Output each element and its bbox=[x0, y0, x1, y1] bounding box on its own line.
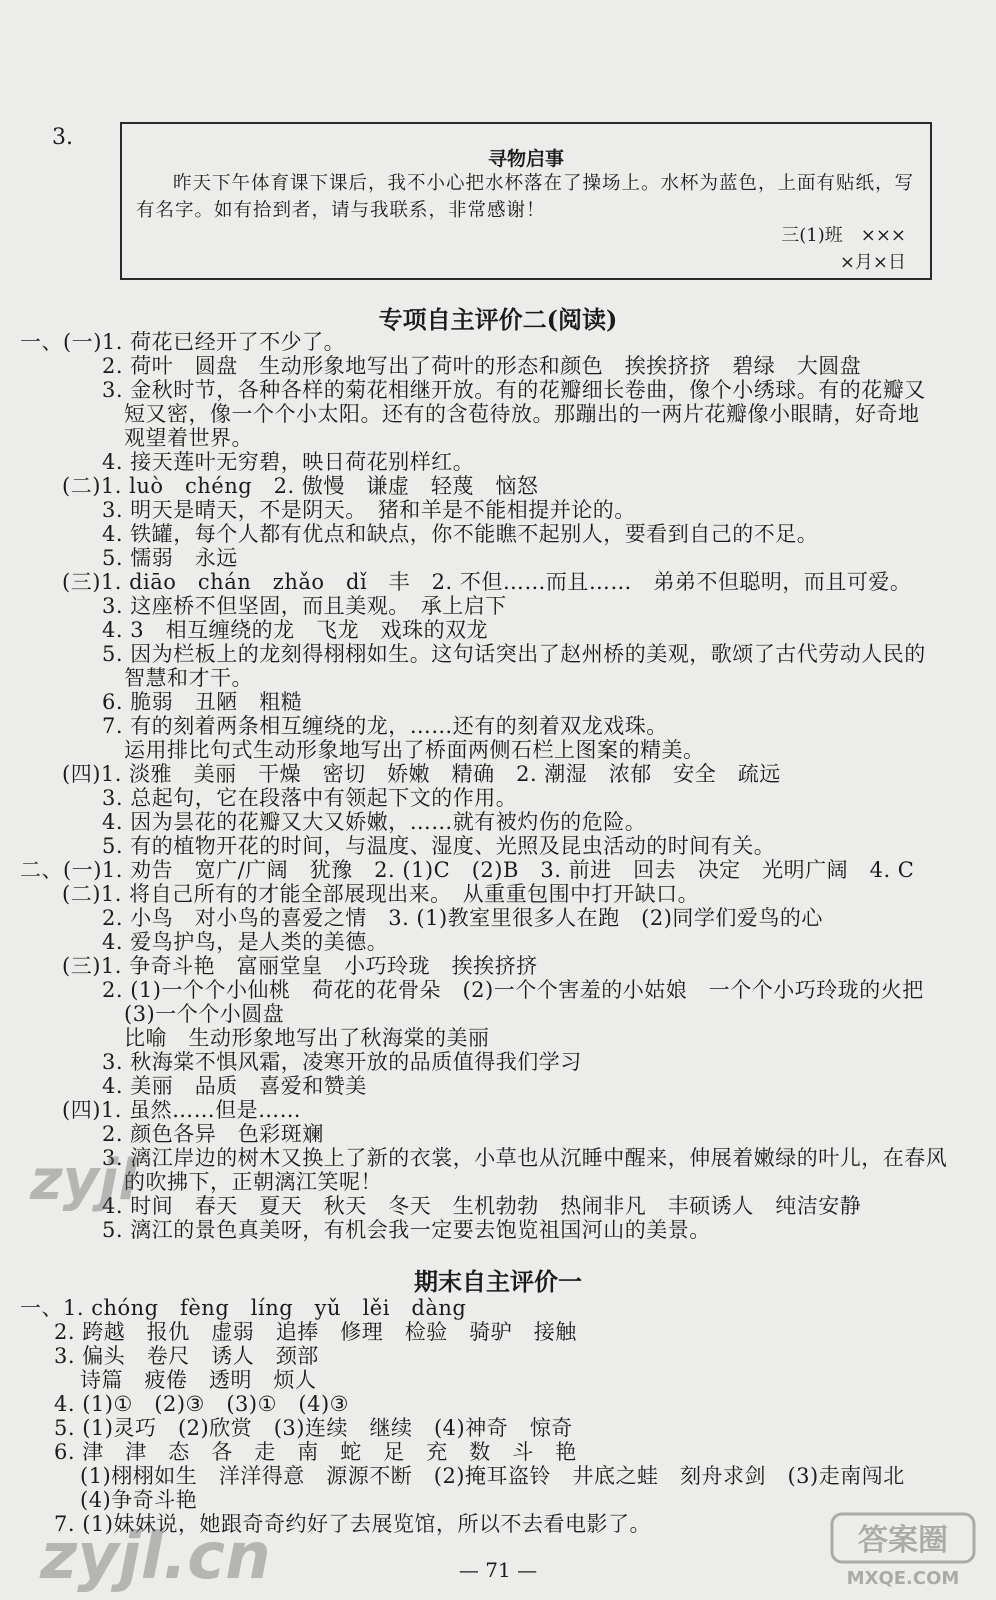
answer-line: (三)1. 争奇斗艳 富丽堂皇 小巧玲珑 挨挨挤挤 bbox=[62, 954, 538, 978]
notice-signer: 三(1)班 ××× bbox=[781, 225, 906, 246]
answer-line: (二)1. 将自己所有的才能全部展现出来。 从重重包围中打开缺口。 bbox=[62, 882, 700, 906]
answer-line: 2. 荷叶 圆盘 生动形象地写出了荷叶的形态和颜色 挨挨挤挤 碧绿 大圆盘 bbox=[102, 354, 862, 378]
answer-line: 4. (1)① (2)③ (3)① (4)③ bbox=[54, 1392, 350, 1416]
notice-date: ×月×日 bbox=[839, 252, 906, 273]
answer-line: 3. 金秋时节，各种各样的菊花相继开放。有的花瓣细长卷曲，像个小绣球。有的花瓣又 bbox=[102, 378, 926, 402]
answer-line: 运用排比句式生动形象地写出了桥面两侧石栏上图案的精美。 bbox=[124, 738, 705, 762]
answer-line: 5. 因为栏板上的龙刻得栩栩如生。这句话突出了赵州桥的美观，歌颂了古代劳动人民的 bbox=[102, 642, 926, 666]
answer-line: (四)1. 虽然……但是…… bbox=[62, 1098, 302, 1122]
answer-line: (二)1. luò chéng 2. 傲慢 谦虚 轻蔑 恼怒 bbox=[62, 474, 539, 498]
watermark-logo-text: 答案圈 bbox=[858, 1523, 948, 1558]
notice-title: 寻物启事 bbox=[487, 148, 564, 170]
answer-line: 一、(一)1. 荷花已经开了不少了。 bbox=[20, 330, 346, 354]
answer-line: 智慧和才干。 bbox=[124, 666, 253, 690]
answer-line: 4. 时间 春天 夏天 秋天 冬天 生机勃勃 热闹非凡 丰硕诱人 纯洁安静 bbox=[102, 1194, 862, 1218]
answer-line: 一、1. chóng fèng líng yǔ lěi dàng bbox=[20, 1296, 467, 1320]
watermark-text: zyjl.cn bbox=[40, 1520, 271, 1594]
answer-line: (四)1. 淡雅 美丽 干燥 密切 娇嫩 精确 2. 潮湿 浓郁 安全 疏远 bbox=[62, 762, 781, 786]
answer-line: (3)一个个小圆盘 bbox=[124, 1002, 285, 1026]
answer-line: (4)争奇斗艳 bbox=[80, 1488, 198, 1512]
answer-line: 5. (1)灵巧 (2)欣赏 (3)连续 继续 (4)神奇 惊奇 bbox=[54, 1416, 573, 1440]
answer-line: 的吹拂下，正朝漓江笑呢！ bbox=[124, 1170, 382, 1194]
answer-line: 4. 爱鸟护鸟，是人类的美德。 bbox=[102, 930, 389, 954]
answer-line: 2. 跨越 报仇 虚弱 追捧 修理 检验 骑驴 接触 bbox=[54, 1320, 577, 1344]
answer-line: 3. 偏头 卷尺 诱人 颈部 bbox=[54, 1344, 319, 1368]
page-number: — 71 — bbox=[458, 1558, 538, 1582]
lost-item-notice-box bbox=[120, 122, 932, 280]
answer-line: (1)栩栩如生 洋洋得意 源源不断 (2)掩耳盗铃 井底之蛙 刻舟求剑 (3)走南闯北 bbox=[80, 1464, 905, 1488]
answer-line: 5. 漓江的景色真美呀，有机会我一定要去饱览祖国河山的美景。 bbox=[102, 1218, 711, 1242]
answer-line: 观望着世界。 bbox=[124, 426, 253, 450]
answer-line: (三)1. diāo chán zhǎo dǐ 丰 2. 不但……而且…… 弟弟不但聪明，而且可爱。 bbox=[62, 570, 912, 594]
answer-line: 短又密，像一个个小太阳。还有的含苞待放。那蹦出的一两片花瓣像小眼睛，好奇地 bbox=[124, 402, 920, 426]
answer-line: 诗篇 疲倦 透明 烦人 bbox=[80, 1368, 317, 1392]
notice-signature bbox=[781, 222, 906, 276]
answer-line: 6. 津 津 态 各 走 南 蛇 足 充 数 斗 艳 bbox=[54, 1440, 577, 1464]
watermark-logo-icon bbox=[828, 1512, 978, 1592]
answer-line: 7. (1)妹妹说，她跟奇奇约好了去展览馆，所以不去看电影了。 bbox=[54, 1512, 651, 1536]
answer-line: 二、(一)1. 劝告 宽广/广阔 犹豫 2. (1)C (2)B 3. 前进 回去 决定 光明广阔 4. C bbox=[20, 858, 915, 882]
answer-line: 4. 铁罐，每个人都有优点和缺点，你不能瞧不起别人，要看到自己的不足。 bbox=[102, 522, 819, 546]
answer-line: 3. 漓江岸边的树木又换上了新的衣裳，小草也从沉睡中醒来，伸展着嫩绿的叶儿，在春风 bbox=[102, 1146, 948, 1170]
section-title-final: 期末自主评价一 bbox=[414, 1267, 582, 1296]
answer-line: 比喻 生动形象地写出了秋海棠的美丽 bbox=[124, 1026, 490, 1050]
notice-body: 昨天下午体育课下课后，我不小心把水杯落在了操场上。水杯为蓝色，上面有贴纸，写有名字。如有拾到者，请与我联系，非常感谢！ bbox=[136, 173, 915, 221]
answer-line: 4. 因为昙花的花瓣又大又娇嫩，……就有被灼伤的危险。 bbox=[102, 810, 647, 834]
answer-line: 3. 明天是晴天，不是阴天。 猪和羊是不能相提并论的。 bbox=[102, 498, 636, 522]
watermark-logo-url: MXQE.COM bbox=[846, 1568, 960, 1589]
answer-line: 3. 这座桥不但坚固，而且美观。 承上启下 bbox=[102, 594, 507, 618]
answer-line: 2. 小鸟 对小鸟的喜爱之情 3. (1)教室里很多人在跑 (2)同学们爱鸟的心 bbox=[102, 906, 823, 930]
watermark-logo bbox=[828, 1512, 978, 1592]
answer-line: 4. 3 相互缠绕的龙 飞龙 戏珠的双龙 bbox=[102, 618, 489, 642]
watermark-text: zyjl bbox=[30, 1148, 138, 1213]
answer-line: 4. 美丽 品质 喜爱和赞美 bbox=[102, 1074, 367, 1098]
answer-line: 6. 脆弱 丑陋 粗糙 bbox=[102, 690, 303, 714]
answer-line: 3. 秋海棠不惧风霜，凌寒开放的品质值得我们学习 bbox=[102, 1050, 582, 1074]
answer-line: 3. 总起句，它在段落中有领起下文的作用。 bbox=[102, 786, 518, 810]
answer-line: 5. 有的植物开花的时间，与温度、湿度、光照及昆虫活动的时间有关。 bbox=[102, 834, 776, 858]
section-title-reading: 专项自主评价二(阅读) bbox=[378, 305, 618, 334]
answer-line: 7. 有的刻着两条相互缠绕的龙，……还有的刻着双龙戏珠。 bbox=[102, 714, 668, 738]
answer-line: 2. 颜色各异 色彩斑斓 bbox=[102, 1122, 324, 1146]
question-number: 3. bbox=[52, 125, 73, 150]
answer-line: 4. 接天莲叶无穷碧，映日荷花别样红。 bbox=[102, 450, 475, 474]
answer-line: 5. 懦弱 永远 bbox=[102, 546, 238, 570]
answer-line: 2. (1)一个个小仙桃 荷花的花骨朵 (2)一个个害羞的小姑娘 一个个小巧玲珑的火把 bbox=[102, 978, 924, 1002]
